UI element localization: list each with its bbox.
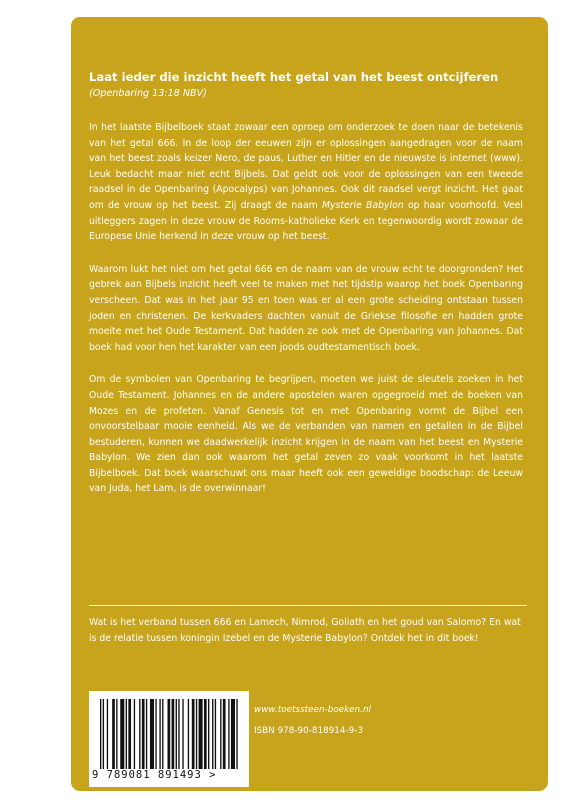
barcode-bar <box>126 699 127 769</box>
paragraph-1-italic: Mysterie Babylon <box>321 199 404 211</box>
paragraph-1-text-b: op haar voorhoofd. Veel uitleggers zagen in deze vrouw de Rooms-katholieke Kerk en tegenwoordig wordt zowaar de Europese Unie herkend in deze vrouw op het beest. <box>89 199 523 243</box>
barcode-bar <box>128 699 131 769</box>
barcode-bar <box>150 699 154 769</box>
barcode-bar <box>192 699 195 769</box>
body-paragraph-3: Om de symbolen van Openbaring te begrijpen, moeten we juist de sleutels zoeken in het Oude Testament. Johannes en de andere apostelen waren opgegroeid met de boeken van Mozes en de profeten. Vanaf Genesis tot en met Openbaring vormt de Bijbel een onvoorstelbaar mooie eenheid. Als we de verbanden van namen en getallen in de Bijbel bestuderen, kunnen we daadwerkelijk inzicht krijgen in de naam van het beest en Mysterie Babylon. We zien dan ook waarom het getal zeven zo vaak voorkomt in het laatste Bijbelboek. Dat boek waarschuwt ons maar heeft ook een geweldige boodschap: de Leeuw van Juda, het Lam, is de overwinnaar! <box>89 374 523 495</box>
barcode-bar <box>168 699 171 769</box>
barcode-bar <box>116 699 117 769</box>
publisher-website: www.toetssteen-boeken.nl <box>254 705 371 715</box>
isbn-barcode <box>89 691 249 787</box>
barcode-bar <box>139 699 140 769</box>
cover-text <box>89 69 523 514</box>
barcode-bar <box>159 699 160 769</box>
barcode-bar <box>146 699 147 769</box>
barcode-bar <box>134 699 135 769</box>
cover-heading: Laat ieder die inzicht heeft het getal van het beest ontcijferen <box>89 70 499 84</box>
barcode-bar <box>223 699 226 769</box>
barcode-bar <box>142 699 145 769</box>
barcode-bars <box>96 699 248 769</box>
barcode-bar <box>188 699 189 769</box>
paragraph-1-text-a: In het laatste Bijbelboek staat zowaar een oproep om onderzoek te doen naar de betekenis van het getal 666. In de loop der eeuwen zijn er oplossingen aangedragen voor de naam van het beest zoals keizer Nero, de paus, Luther en Hitler en de nieuwste is internet (www). Leuk bedacht maar niet echt Bijbels. Dat geldt ook voor de oplossingen van een tweede raadsel in de Openbaring (Apocalyps) van Johannes. Ook dit raadsel vergt inzicht. Het gaat om de vrouw op het beest. Zij draagt de naam <box>89 122 523 211</box>
barcode-bar <box>236 699 237 769</box>
body-paragraph-1 <box>89 120 523 245</box>
barcode-bar <box>103 699 104 769</box>
barcode-bar <box>155 699 156 769</box>
isbn-number: ISBN 978-90-818914-9-3 <box>254 726 364 736</box>
body-paragraph-2: Waarom lukt het niet om het getal 666 en de naam van de vrouw echt te doorgronden? Het gebrek aan Bijbels inzicht heeft veel te maken met het tijdstip waarop het boek Openbaring verscheen. Dat was in het jaar 95 en toen was er al een grote scheiding ontstaan tussen joden en christenen. De kerkvaders dachten vanuit de Griekse filosofie en hadden grote moeite met het Oude Testament. Dat hadden ze ook met de Openbaring van Johannes. Dat boek had voor hen het karakter van een joods oudtestamentisch boek. <box>89 263 523 353</box>
barcode-bar <box>215 699 216 769</box>
barcode-digits: 9 789081 891493 > <box>92 769 217 781</box>
barcode-bar <box>178 699 179 769</box>
barcode-bar <box>204 699 207 769</box>
barcode-bar <box>208 699 209 769</box>
barcode-bar <box>199 699 203 769</box>
barcode-bar <box>120 699 124 769</box>
barcode-bar <box>212 699 213 769</box>
barcode-bar <box>100 699 101 769</box>
barcode-bar <box>228 699 229 769</box>
barcode-bar <box>112 699 115 769</box>
divider-line <box>89 605 527 606</box>
barcode-bar <box>107 699 108 769</box>
barcode-bar <box>196 699 197 769</box>
barcode-bar <box>176 699 177 769</box>
barcode-bar <box>172 699 175 769</box>
closing-question: Wat is het verband tussen 666 en Lamech, Nimrod, Goliath en het goud van Salomo? En wat is de relatie tussen koningin Izebel en de Mysterie Babylon? Ontdek het in dit boek! <box>89 617 521 644</box>
barcode-bar <box>182 699 183 769</box>
bible-reference: (Openbaring 13:18 NBV) <box>89 88 207 99</box>
barcode-bar <box>220 699 221 769</box>
barcode-bar <box>231 699 235 769</box>
back-cover <box>71 17 548 791</box>
barcode-bar <box>162 699 163 769</box>
